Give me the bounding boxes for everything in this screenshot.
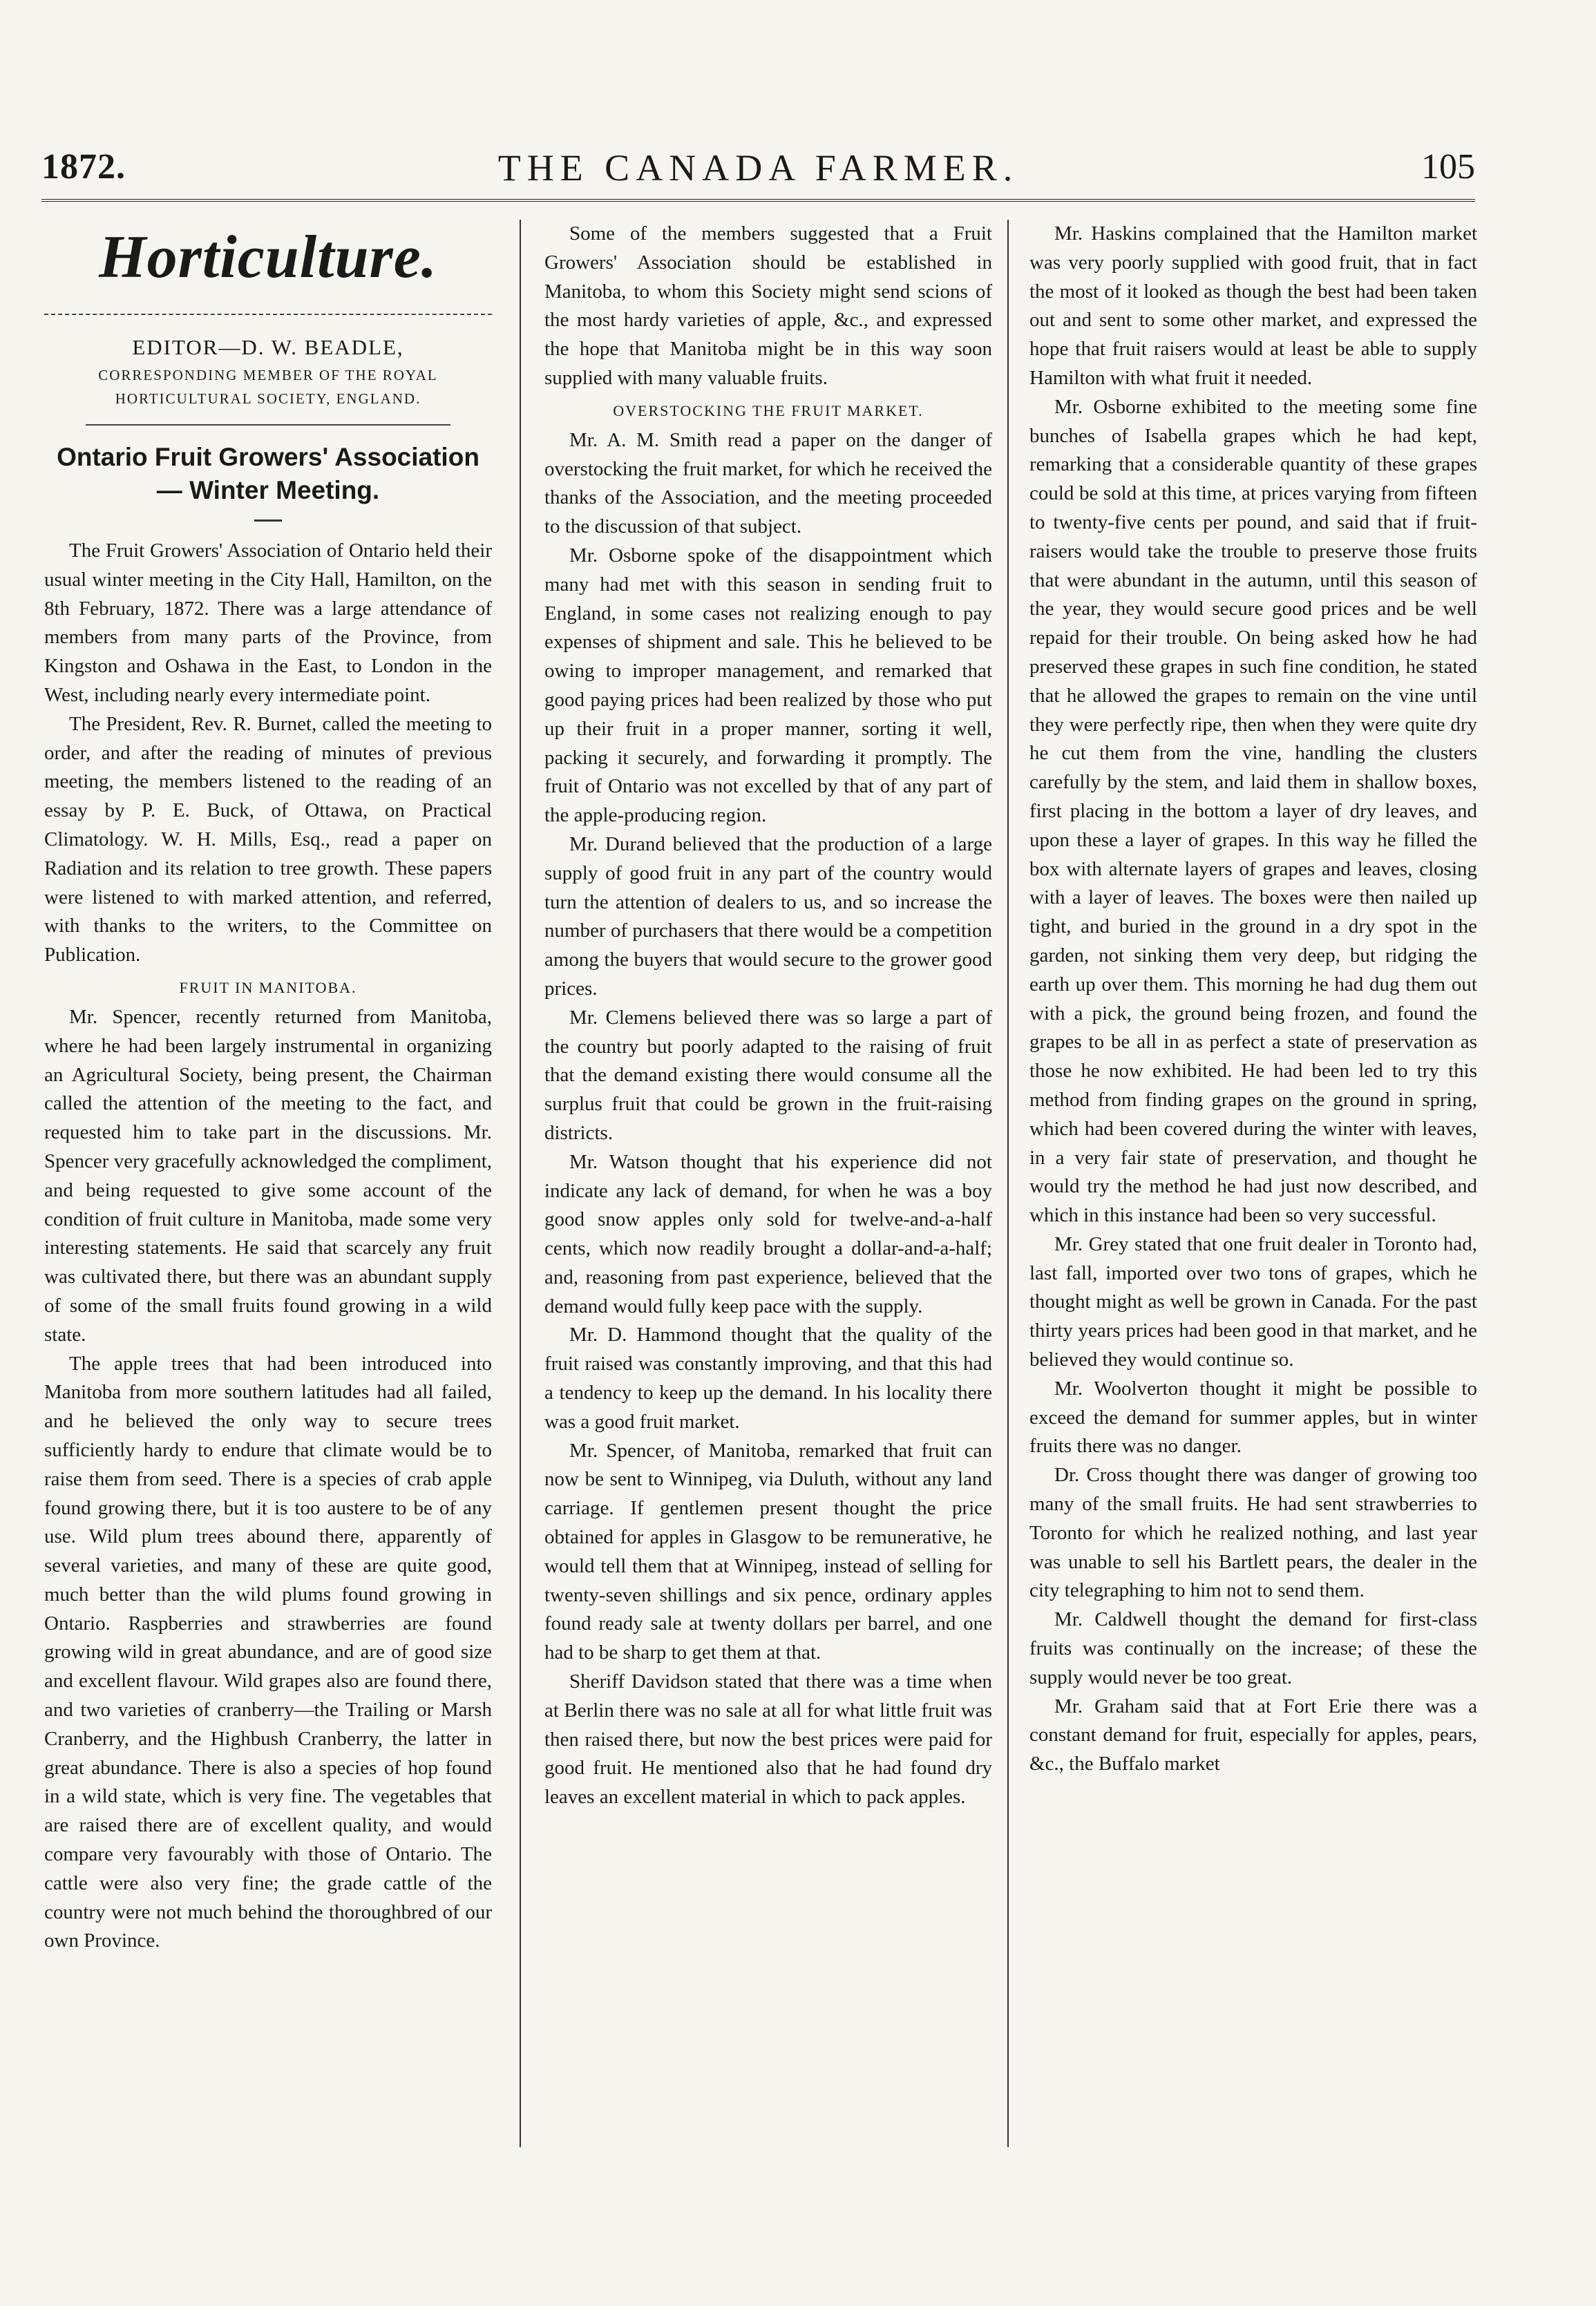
header-year: 1872. bbox=[41, 147, 126, 187]
paragraph: Some of the members suggested that a Fruit Growers' Association should be established in Manitoba, to whom this Society might send scions of the most hardy varieties of apple, &c., and expressed the hope that Manitoba might be in this way soon supplied with many valuable fruits. bbox=[544, 222, 992, 389]
subhead-fruit-in-manitoba: FRUIT IN MANITOBA. bbox=[179, 978, 357, 996]
column-divider bbox=[1007, 220, 1009, 2147]
paragraph: The Fruit Growers' Association of Ontario held their usual winter meeting in the City Hall, Hamilton, on the 8th February, 1872. There was a large attendance of members from many parts of the Province, from Kingston and Oshawa in the East, to London in the West, including nearly every intermediate point. bbox=[44, 540, 492, 706]
paragraph: Mr. Spencer, of Manitoba, remarked that fruit can now be sent to Winnipeg, via Duluth, without any land carriage. If gentlemen present thought the price obtained for apples in Glasgow to be remunerative, he would tell them that at Winnipeg, instead of selling for twenty-seven shillings and six pence, ordinary apples found ready sale at twenty dollars per barrel, and one had to be sharp to get them at that. bbox=[544, 1439, 992, 1664]
paragraph: Mr. Osborne spoke of the disappointment which many had met with this season in sending fruit to England, in some cases not realizing enough to pay expenses of shipment and sale. This he believed to be owing to improper management, and remarked that good paying prices had been realized by those who put up their fruit in a proper manner, sorting it well, packing it securely, and forwarding it promptly. The fruit of Ontario was not excelled by that of any part of the apple-producing region. bbox=[544, 544, 992, 827]
paragraph: The President, Rev. R. Burnet, called the meeting to order, and after the reading of minutes of previous meeting, the members listened to the reading of an essay by P. E. Buck, of Ottawa, on Practical Climatology. W. H. Mills, Esq., read a paper on Radiation and its relation to tree growth. These papers were listened to with marked attention, and referred, with thanks to the writers, to the Committee on Publication. bbox=[44, 712, 492, 966]
paragraph: Sheriff Davidson stated that there was a time when at Berlin there was no sale at all for what little fruit was then raised there, but now the best prices were paid for good fruit. He mentioned also that he had found dry leaves an excellent material in which to pack apples. bbox=[544, 1670, 992, 1809]
paragraph: Mr. A. M. Smith read a paper on the danger of overstocking the fruit market, for which he received the thanks of the Association, and the meeting proceeded to the discussion of that subject. bbox=[544, 428, 992, 538]
header-rule bbox=[41, 199, 1475, 202]
paragraph: The apple trees that had been introduced into Manitoba from more southern latitudes had all failed, and he believed the only way to secure trees sufficiently hardy to endure that climate would be to raise them from seed. There is a species of crab apple found growing there, but it is too austere to be of any use. Wild plum trees abound there, apparently of several varieties, and many of these are quite good, much better than the wild plums found growing in Ontario. Raspberries and strawberries are found growing wild in great abundance, and are of good size and excellent flavour. Wild grapes also are found there, and two varieties of cranberry—the Trailing or Marsh Cranberry, and the Highbush Cranberry, the latter in great abundance. There is also a species of hop found in a wild state, which is very fine. The vegetables that are raised there are of excellent quality, and would compare very favourably with those of Ontario. The cattle were also very fine; the grade cattle of the country were not much behind the thoroughbred of our own Province. bbox=[44, 1352, 492, 1952]
column-divider bbox=[520, 220, 521, 2147]
article-title: Ontario Fruit Growers' Association— Winter Meeting. bbox=[57, 443, 479, 504]
section-rule bbox=[86, 424, 450, 426]
correspondent-line: CORRESPONDING MEMBER OF THE ROYAL HORTICULTURAL SOCIETY, ENGLAND. bbox=[98, 367, 438, 407]
section-rule bbox=[44, 314, 492, 315]
paragraph: Mr. Grey stated that one fruit dealer in Toronto had, last fall, imported over two tons of grapes, which he thought might as well be grown in Canada. For the past thirty years prices had been good in that market, and he believed they would continue so. bbox=[1029, 1232, 1477, 1371]
paragraph: Mr. D. Hammond thought that the quality of the fruit raised was constantly improving, and that this had a tendency to keep up the demand. In his locality there was a good fruit market. bbox=[544, 1324, 992, 1433]
column-2 bbox=[544, 220, 992, 1812]
paragraph: Mr. Caldwell thought the demand for first-class fruits was continually on the increase; of these the supply would never be too great. bbox=[1029, 1608, 1477, 1688]
header-title: THE CANADA FARMER. bbox=[497, 147, 1019, 189]
paragraph: Mr. Watson thought that his experience did not indicate any lack of demand, for when he was a boy good snow apples only sold for twelve-and-a-half cents, which now readily brought a dollar-and-a-half; and, reasoning from past experience, believed that the demand would fully keep pace with the supply. bbox=[544, 1150, 992, 1317]
header-page-number: 105 bbox=[1421, 147, 1475, 187]
page-header bbox=[41, 146, 1475, 195]
paragraph: Mr. Spencer, recently returned from Manitoba, where he had been largely instrumental in organizing an Agricultural Society, being present, the Chairman called the attention of the meeting to the fact, and requested him to take part in the discussions. Mr. Spencer very gracefully acknowledged the compliment, and being requested to give some account of the condition of fruit culture in Manitoba, made some very interesting statements. He said that scarcely any fruit was cultivated there, but there was an abundant supply of some of the small fruits found growing in a wild state. bbox=[44, 1005, 492, 1346]
subhead-overstocking: OVERSTOCKING THE FRUIT MARKET. bbox=[613, 401, 924, 419]
paragraph: Mr. Osborne exhibited to the meeting some fine bunches of Isabella grapes which he had kept, remarking that a considerable quantity of these grapes could be sold at this time, at prices varying from fifteen to twenty-five cents per pound, and said that if fruit-raisers would take the trouble to preserve those fruits that were abundant in the autumn, until this season of the year, they would secure good prices and be well repaid for their trouble. On being asked how he had preserved these grapes in such fine condition, he stated that he allowed the grapes to remain on the vine until they were perfectly ripe, then when they were quite dry he cut them from the vine, handling the clusters carefully by the stem, and laid them in shallow boxes, first placing in the bottom a layer of dry leaves, and upon these a layer of grapes. In this way he filled the box with alternate layers of grapes and leaves, closing with a layer of leaves. The boxes were then nailed up tight, and buried in the ground in a dry spot in the garden, not sinking them very deep, but ridging the earth up over them. This morning he had dug them out with a pick, the ground being frozen, and found the grapes to be all in as perfect a state of preservation as those he now exhibited. He had been led to try this method from finding grapes on the ground in spring, which had been covered during the winter with leaves, in a very fair state of preservation, and thought he would try the method he had just now described, and which in this instance had been so very successful. bbox=[1029, 395, 1477, 1227]
section-title: Horticulture. bbox=[99, 224, 437, 291]
paragraph: Mr. Woolverton thought it might be possible to exceed the demand for summer apples, but in winter fruits there was no danger. bbox=[1029, 1377, 1477, 1458]
paragraph: Mr. Graham said that at Fort Erie there was a constant demand for fruit, especially for apples, pears, &c., the Buffalo market bbox=[1029, 1695, 1477, 1775]
paragraph: Mr. Clemens believed there was so large a part of the country but poorly adapted to the raising of fruit that the demand existing there would consume all the surplus fruit that could be grown in the fruit-raising districts. bbox=[544, 1006, 992, 1144]
paragraph: Dr. Cross thought there was danger of growing too many of the small fruits. He had sent strawberries to Toronto for which he realized nothing, and last year was unable to sell his Bartlett pears, the dealer in the city telegraphing to him not to send them. bbox=[1029, 1464, 1477, 1602]
column-1 bbox=[44, 220, 492, 1956]
title-dash bbox=[254, 520, 282, 522]
column-3 bbox=[1029, 220, 1477, 1779]
editor-line: EDITOR—D. W. BEADLE, bbox=[132, 335, 404, 359]
paragraph: Mr. Durand believed that the production of a large supply of good fruit in any part of the country would turn the attention of dealers to us, and so increase the number of purchasers that there would be a competition among the buyers that would secure to the grower good prices. bbox=[544, 832, 992, 1000]
paragraph: Mr. Haskins complained that the Hamilton market was very poorly supplied with good fruit, that in fact the most of it looked as though the best had been taken out and sent to some other market, and expressed the hope that fruit raisers would at least be able to supply Hamilton with what fruit it needed. bbox=[1029, 222, 1477, 389]
